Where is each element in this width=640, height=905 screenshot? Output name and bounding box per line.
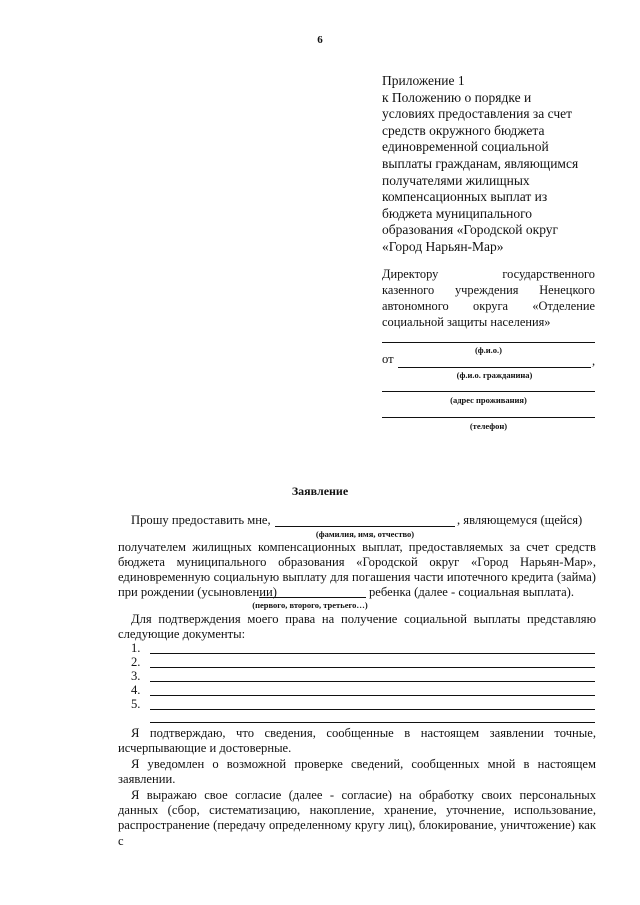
appendix-line: Приложение 1	[382, 73, 465, 88]
confirm-line: Я подтверждаю, что сведения, сообщенные в настоящем заявлении точные,	[131, 726, 596, 740]
citizen-name-field[interactable]	[398, 367, 591, 368]
request-start: Прошу предоставить мне,	[131, 513, 271, 527]
appendix-line: получателями жилищных	[382, 172, 530, 188]
appendix-line: образования «Городской округ	[382, 222, 559, 238]
appendix-line: «Город Нарьян-Мар»	[382, 238, 504, 254]
name-caption: (фамилия, имя, отчество)	[315, 529, 415, 539]
birth-start: при рождении (усыновлении)	[118, 585, 277, 599]
address-caption: (адрес проживания)	[450, 395, 527, 405]
appendix-line: единовременной социальной	[382, 139, 549, 155]
doc-number: 4.	[131, 683, 141, 697]
notified-line: Я уведомлен о возможной проверке сведений, сообщенных мной в настоящем	[131, 757, 596, 771]
doc-number: 5.	[131, 697, 141, 711]
appendix-line: выплаты гражданам, являющимся	[382, 155, 579, 171]
document-field[interactable]	[150, 681, 595, 682]
document-field[interactable]	[150, 695, 595, 696]
doc-number: 1.	[131, 641, 141, 655]
docs-line: следующие документы:	[118, 627, 246, 641]
citizen-caption: (ф.и.о. гражданина)	[456, 370, 533, 380]
birth-end: ребенка (далее - социальная выплата).	[369, 585, 575, 599]
notified-line: заявлении.	[118, 772, 176, 786]
appendix-line: условиях предоставления за счет	[382, 106, 573, 122]
para1-line: бюджета муниципального образования «Городской округ «Город Нарьян-Мар»,	[118, 555, 596, 569]
appendix-line: средств окружного бюджета	[382, 122, 545, 138]
para1-line: единовременную социальную выплату для погашения части ипотечного кредита (займа)	[118, 570, 596, 584]
addressee-block	[382, 266, 595, 330]
child-order-field[interactable]	[259, 597, 366, 598]
fio-caption: (ф.и.о.)	[474, 345, 503, 355]
addressee-line: Директору государственного	[382, 267, 595, 281]
appendix-block	[382, 73, 602, 256]
phone-caption: (телефон)	[469, 421, 508, 431]
document-field[interactable]	[150, 709, 595, 710]
appendix-line: к Положению о порядке и	[382, 89, 532, 105]
from-label: от	[382, 352, 394, 366]
document-field[interactable]	[150, 722, 595, 723]
consent-line: Я выражаю свое согласие (далее - согласие) на обработку своих персональных	[131, 788, 596, 802]
document-field[interactable]	[150, 667, 595, 668]
address-field[interactable]	[382, 391, 595, 392]
appendix-line: бюджета муниципального	[382, 205, 533, 221]
addressee-line: автономного округа «Отделение	[382, 299, 595, 313]
para1-line: получателем жилищных компенсационных выплат, предоставляемых за счет средств	[118, 540, 596, 554]
statement-title: Заявление	[291, 484, 349, 498]
doc-number: 3.	[131, 669, 141, 683]
document-field[interactable]	[150, 653, 595, 654]
consent-line: распространение (передачу определенному кругу лиц), блокирование, уничтожение) как с	[118, 818, 596, 848]
consent-line: данных (сбор, систематизацию, накопление, хранение, уточнение, использование,	[118, 803, 596, 817]
order-caption: (первого, второго, третьего…)	[252, 600, 368, 610]
phone-field[interactable]	[382, 417, 595, 418]
from-comma: ,	[592, 354, 596, 368]
addressee-line: казенного учреждения Ненецкого	[382, 283, 595, 297]
docs-line: Для подтверждения моего права на получение социальной выплаты представляю	[131, 612, 596, 626]
full-name-field[interactable]	[275, 526, 455, 527]
director-name-field[interactable]	[382, 342, 595, 343]
doc-number: 2.	[131, 655, 141, 669]
appendix-line: компенсационных выплат из	[382, 189, 548, 205]
confirm-line: исчерпывающие и достоверные.	[118, 741, 292, 755]
addressee-line: социальной защиты населения»	[382, 315, 551, 329]
request-end: , являющемуся (щейся)	[457, 513, 583, 527]
page-number: 6	[317, 34, 323, 46]
